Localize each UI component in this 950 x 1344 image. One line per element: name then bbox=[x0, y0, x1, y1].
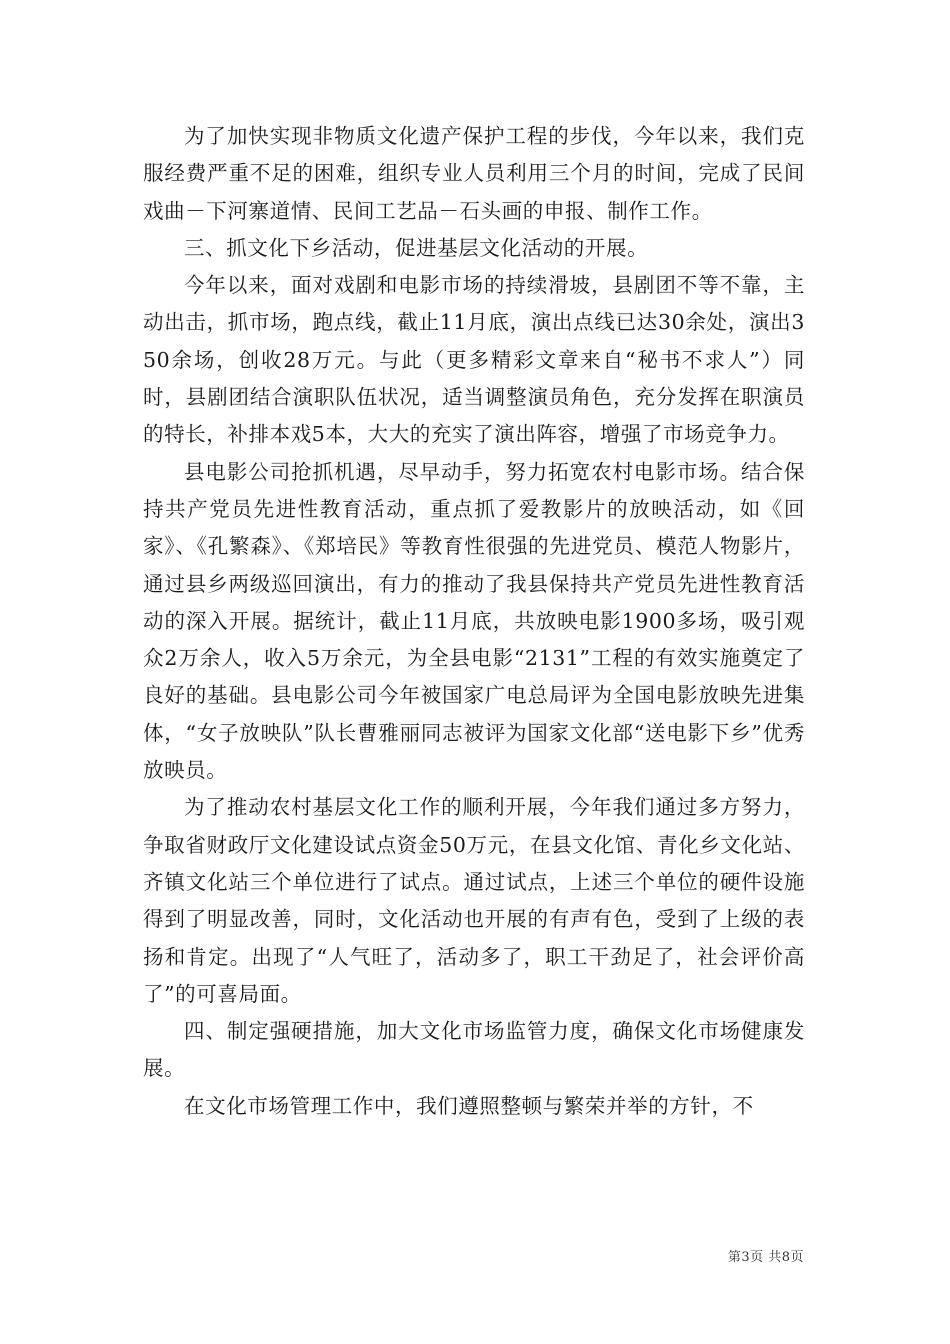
paragraph: 在文化市场管理工作中，我们遵照整顿与繁荣并举的方针，不 bbox=[184, 1093, 754, 1118]
paragraph: 为了推动农村基层文化工作的顺利开展，今年我们通过多方努力，争取省财政厅文化建设试点资金50万元，在县文化馆、青化乡文化站、齐镇文化站三个单位进行了试点。通过试点，上述三个单位的硬件设施得到了明显改善，同时，文化活动也开展的有声有色，受到了上级的表扬和肯定。出现了“人气旺了，活动多了，职工干劲足了，社会评价高了”的可喜局面。 bbox=[143, 795, 805, 1006]
paragraph: 县电影公司抢抓机遇，尽早动手，努力拓宽农村电影市场。结合保持共产党员先进性教育活动，重点抓了爱教影片的放映活动，如《回家》、《孔繁森》、《郑培民》等教育性很强的先进党员、模范人物影片，通过县乡两级巡回演出，有力的推动了我县保持共产党员先进性教育活动的深入开展。据统计，截止11月底，共放映电影1900多场，吸引观众2万余人，收入5万余元，为全县电影“2131”工程的有效实施奠定了良好的基础。县电影公司今年被国家广电总局评为全国电影放映先进集体，“女子放映队”队长曹雅丽同志被评为国家文化部“送电影下乡”优秀放映员。 bbox=[143, 459, 805, 783]
page-number: 第3页 共8页 bbox=[727, 1250, 804, 1265]
section-heading: 四、制定强硬措施，加大文化市场监管力度，确保文化市场健康发展。 bbox=[143, 1019, 805, 1081]
section-heading: 三、抓文化下乡活动，促进基层文化活动的开展。 bbox=[184, 235, 649, 260]
paragraph: 为了加快实现非物质文化遗产保护工程的步伐，今年以来，我们克服经费严重不足的困难，组织专业人员利用三个月的时间，完成了民间戏曲－下河寨道情、民间工艺品－石头画的申报、制作工作。 bbox=[143, 124, 805, 223]
paragraph: 今年以来，面对戏剧和电影市场的持续滑坡，县剧团不等不靠，主动出击，抓市场，跑点线，截止11月底，演出点线已达30余处，演出350余场，创收28万元。与此（更多精彩文章来自“秘书不求人”）同时，县剧团结合演职队伍状况，适当调整演员角色，充分发挥在职演员的特长，补排本戏5本，大大的充实了演出阵容，增强了市场竞争力。 bbox=[143, 273, 805, 447]
document-body bbox=[143, 118, 805, 1125]
